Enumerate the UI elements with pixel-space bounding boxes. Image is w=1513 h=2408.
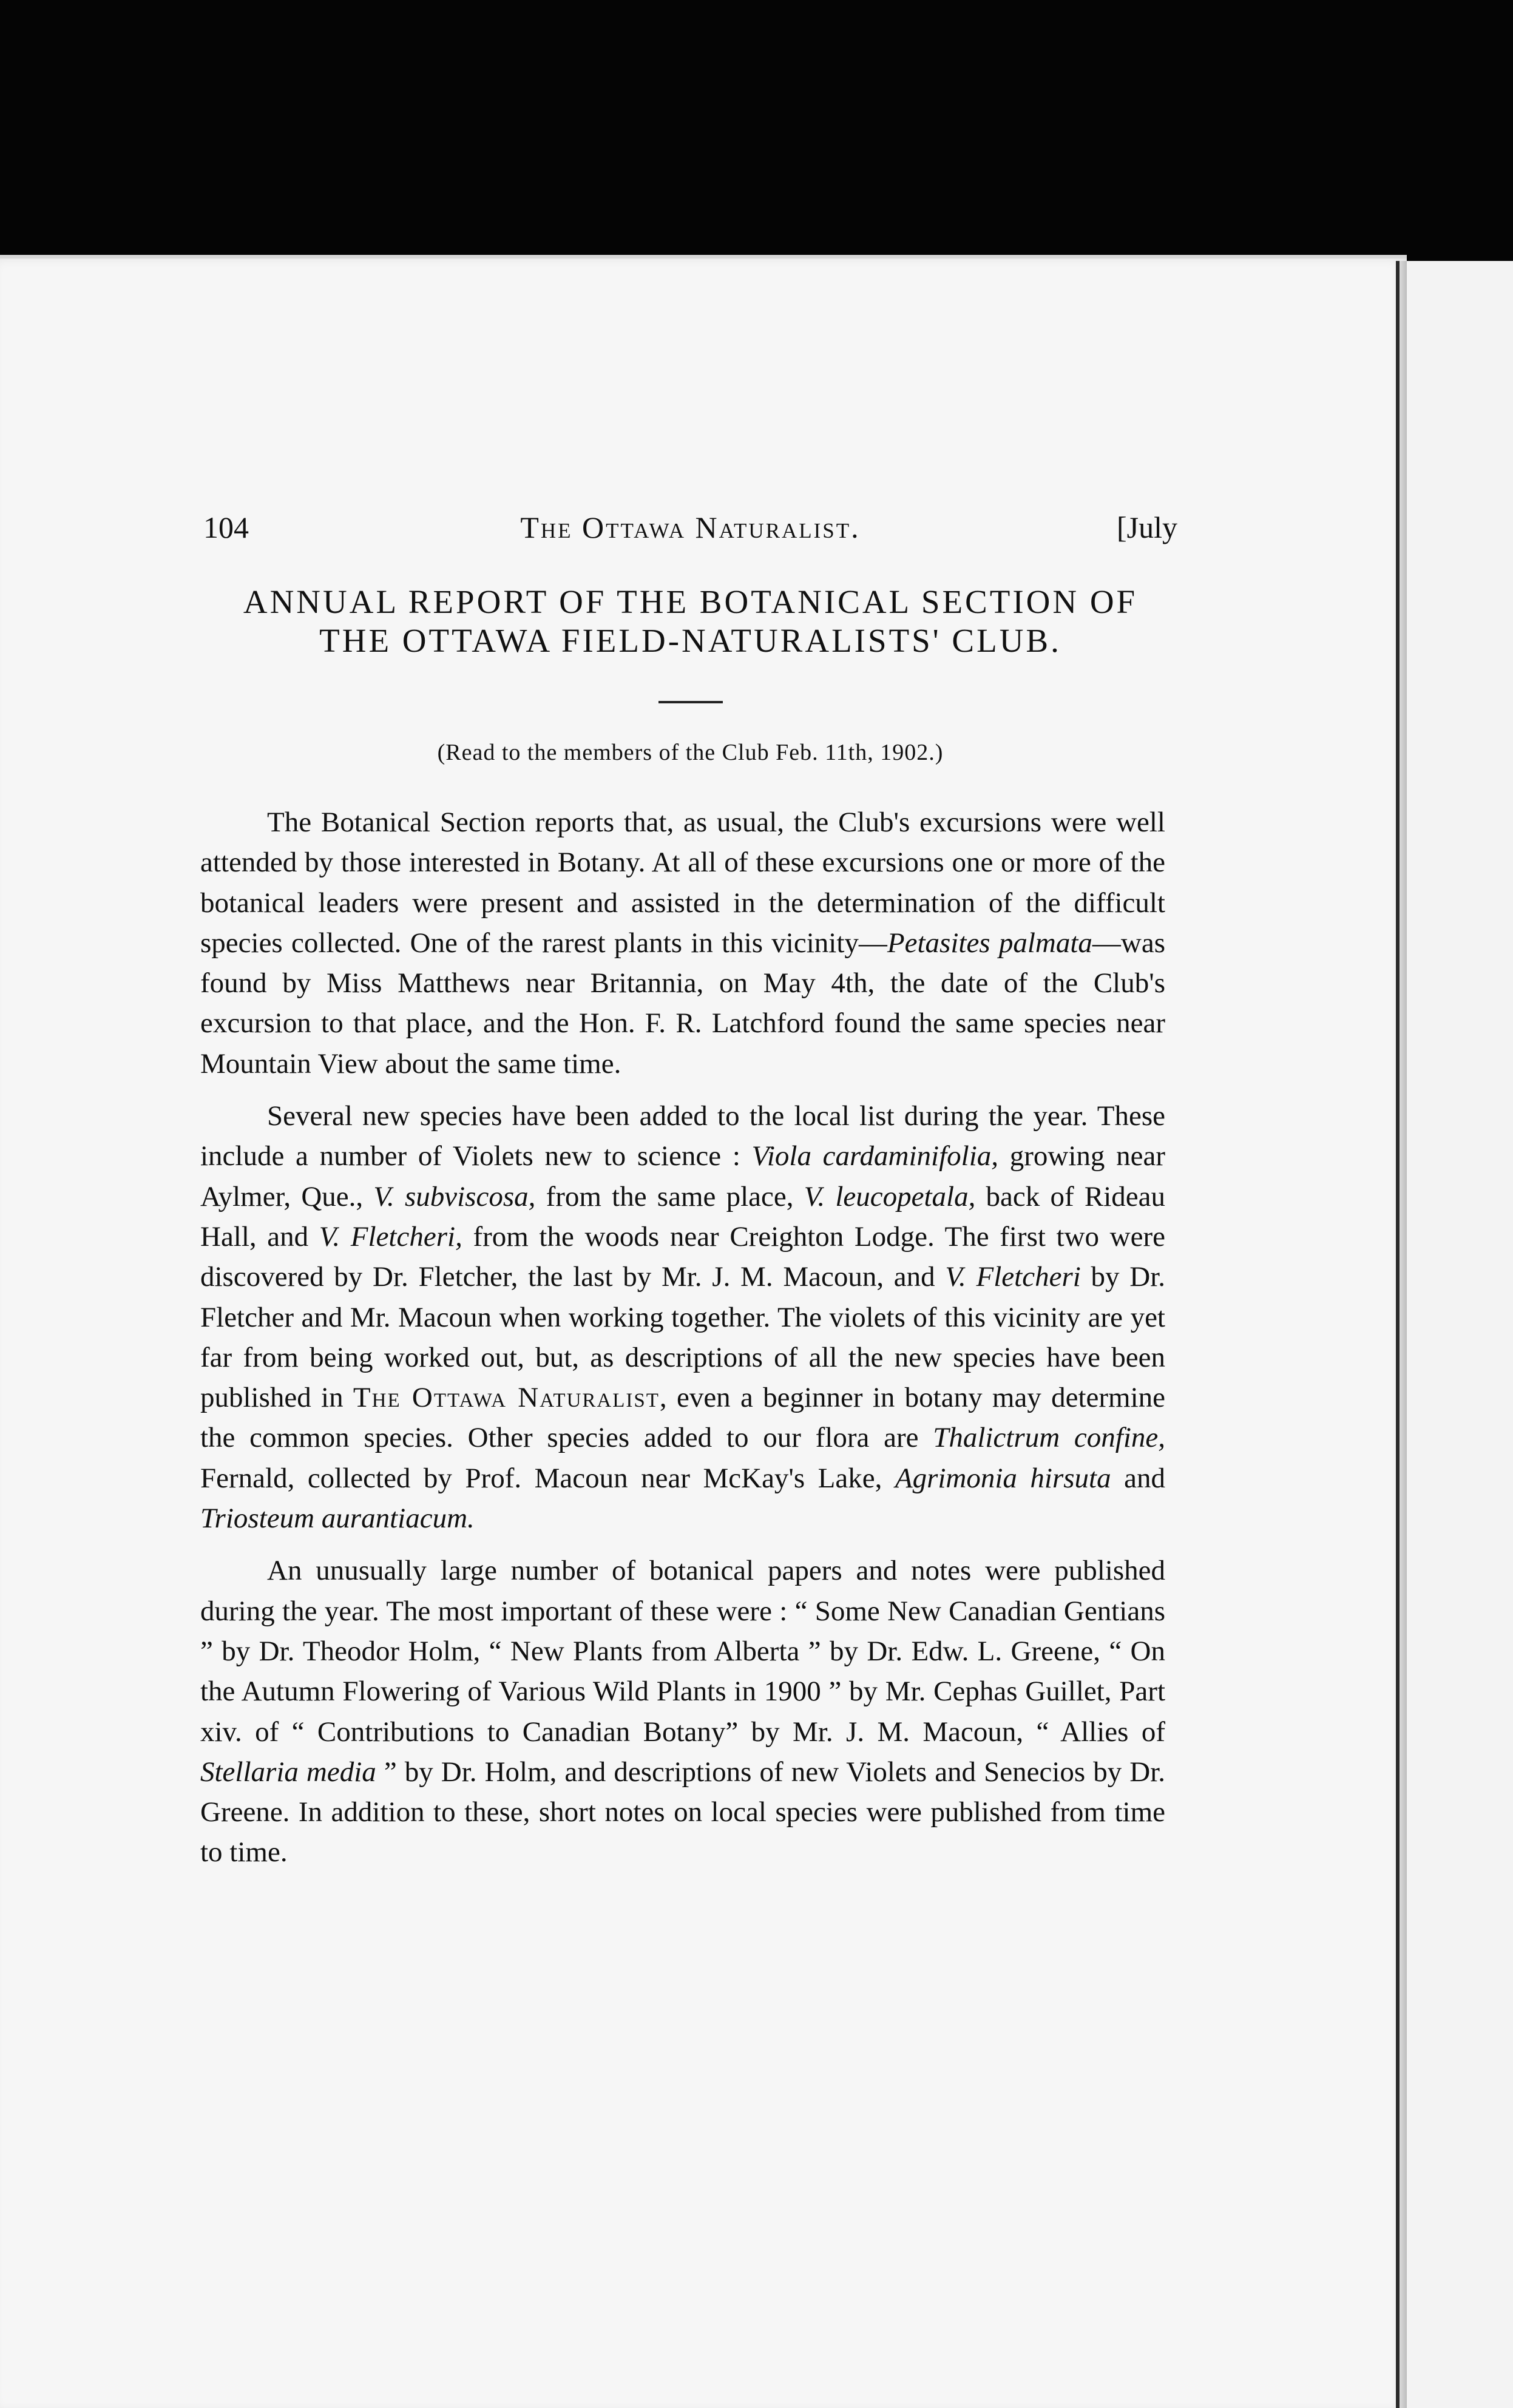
paragraph-2 <box>200 1096 1165 1538</box>
p1-species-1: Petasites palmata <box>887 927 1092 959</box>
article-title-line-1: ANNUAL REPORT OF THE BOTANICAL SECTION OF <box>243 583 1138 620</box>
p3-species-1: Stellaria media <box>200 1756 376 1788</box>
article-title <box>203 583 1177 660</box>
journal-title: The Ottawa Naturalist. <box>520 510 861 544</box>
p2-text-6: by Dr. Fletcher and Mr. Macoun when working together. The violets of this vicinity are yet far from being worked out, but, as descriptions of all the new species have been published in <box>200 1261 1165 1414</box>
issue-month: [July <box>1117 510 1177 544</box>
title-rule <box>658 701 723 703</box>
film-border-top <box>0 0 1513 267</box>
p3-text-1: An unusually large number of botanical papers and notes were published during the year. The most important of these were : “ Some New Canadian Gentians ” by Dr. Theodor Holm, “ New Plants from Alberta ” by Dr. Edw. L. Greene, “ On the Autumn Flowering of Various Wild Plants in 1900 ” by Mr. Cephas Guillet, Part xiv. of “ Contributions to Canadian Botany” by Mr. J. M. Macoun, “ Allies of <box>200 1555 1165 1748</box>
p2-text-8: Fernald, collected by Prof. Macoun near McKay's Lake, <box>200 1462 895 1494</box>
p1-text-2: —was found by Miss Matthews near Britannia, on May 4th, the date of the Club's excursion to that place, and the Hon. F. R. Latchford found the same species near Mountain View about the same time. <box>200 927 1165 1080</box>
p2-species-8: Triosteum aurantiacum. <box>200 1503 475 1535</box>
read-note: (Read to the members of the Club Feb. 11th, 1902.) <box>437 740 944 765</box>
page-edge-line <box>1396 261 1400 2408</box>
article-body <box>200 802 1165 1873</box>
p2-journal-ref: The Ottawa Naturalist <box>353 1382 660 1414</box>
p2-text-7: , even a beginner in botany may determine the common species. Other species added to our flora are <box>200 1382 1165 1454</box>
p2-text-2: growing near Aylmer, Que., <box>200 1140 1165 1212</box>
p2-species-6: Thalictrum confine, <box>933 1422 1165 1454</box>
page-number: 104 <box>203 510 249 544</box>
p1-text-1: The Botanical Section reports that, as usual, the Club's excursions were well attended by those interested in Botany. At all of these excursions one or more of the botanical leaders were present and assisted in the determination of the difficult species collected. One of the rarest plants in this vicinity— <box>200 807 1165 959</box>
p2-text-4: back of Rideau Hall, and <box>200 1180 1165 1253</box>
p2-species-7: Agrimonia hirsuta <box>895 1462 1111 1494</box>
p2-species-4: V. Fletcheri, <box>319 1220 462 1253</box>
p2-species-1: Viola cardaminifolia, <box>751 1140 999 1172</box>
p2-text-1: Several new species have been added to the local list during the year. These include a number of Violets new to science : <box>200 1100 1165 1172</box>
p2-text-5: from the woods near Creighton Lodge. The first two were discovered by Dr. Fletcher, the last by Mr. J. M. Macoun, and <box>200 1220 1165 1293</box>
paragraph-3 <box>200 1551 1165 1872</box>
p2-species-2: V. subviscosa, <box>373 1180 536 1212</box>
p2-text-9: and <box>1111 1462 1165 1494</box>
adjacent-page-edge <box>1407 261 1513 2408</box>
article-title-line-2: THE OTTAWA FIELD-NATURALISTS' CLUB. <box>319 622 1061 659</box>
running-header <box>203 510 1177 558</box>
p2-species-3: V. leucopetala, <box>804 1180 976 1212</box>
p3-text-2: ” by Dr. Holm, and descriptions of new Violets and Senecios by Dr. Greene. In addition to these, short notes on local species were published from time to time. <box>200 1756 1166 1869</box>
p2-species-5: V. Fletcheri <box>945 1261 1081 1293</box>
p2-text-3: from the same place, <box>535 1180 804 1212</box>
paragraph-1 <box>200 802 1165 1084</box>
